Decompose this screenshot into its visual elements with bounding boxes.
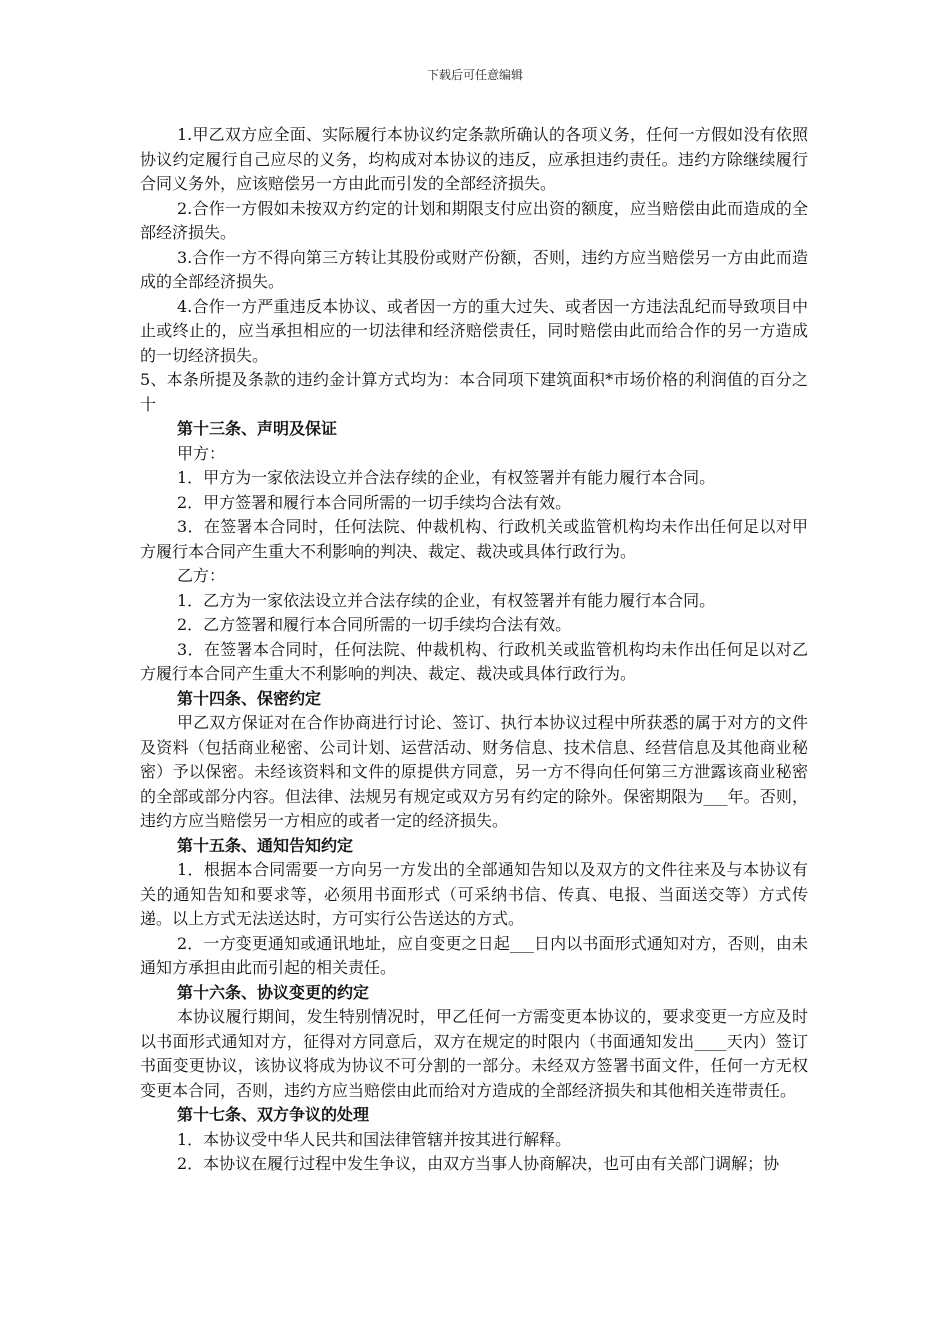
paragraph: 2．一方变更通知或通讯地址，应自变更之日起___日内以书面形式通知对方，否则，由未通知方承担由此而引起的相关责任。 [140, 933, 808, 977]
section-heading: 第十七条、双方争议的处理 [177, 1105, 370, 1124]
paragraph: 3．在签署本合同时，任何法院、仲裁机构、行政机关或监管机构均未作出任何足以对甲方履行本合同产生重大不利影响的判决、裁定、裁决或具体行政行为。 [140, 517, 808, 561]
paragraph: 乙方： [177, 566, 226, 585]
document-body [140, 123, 808, 1177]
section-heading: 第十四条、保密约定 [177, 688, 322, 708]
paragraph: 甲方： [177, 443, 226, 463]
paragraph: 1．本协议受中华人民共和国法律管辖并按其进行解释。 [177, 1129, 572, 1149]
paragraph: 4.合作一方严重违反本协议、或者因一方的重大过失、或者因一方违法乱纪而导致项目中止或终止的，应当承担相应的一切法律和经济赔偿责任，同时赔偿由此而给合作的另一方造成的一切经济损失。 [140, 296, 808, 365]
paragraph: 2．乙方签署和履行本合同所需的一切手续均合法有效。 [177, 615, 572, 634]
paragraph: 甲乙双方保证对在合作协商进行讨论、签订、执行本协议过程中所获悉的属于对方的文件及资料（包括商业秘密、公司计划、运营活动、财务信息、技术信息、经营信息及其他商业秘密）予以保密。未经该资料和文件的原提供方同意，另一方不得向任何第三方泄露该商业秘密的全部或部分内容。但法律、法规另有规定或双方另有约定的除外。保密期限为___年。否则，违约方应当赔偿另一方相应的或者一定的经济损失。 [140, 713, 808, 830]
section-heading: 第十六条、协议变更的约定 [177, 982, 370, 1002]
paragraph: 1．甲方为一家依法设立并合法存续的企业，有权签署并有能力履行本合同。 [177, 468, 716, 487]
paragraph: 3.合作一方不得向第三方转让其股份或财产份额，否则，违约方应当赔偿另一方由此而造成的全部经济损失。 [140, 247, 808, 291]
page-header: 下载后可任意编辑 [426, 68, 523, 82]
paragraph: 2．甲方签署和履行本合同所需的一切手续均合法有效。 [177, 492, 572, 512]
paragraph: 5、本条所提及条款的违约金计算方式均为：本合同项下建筑面积*市场价格的利润值的百分之十 [140, 370, 808, 414]
section-heading: 第十三条、声明及保证 [177, 419, 338, 438]
paragraph: 1.甲乙双方应全面、实际履行本协议约定条款所确认的各项义务，任何一方假如没有依照协议约定履行自己应尽的义务，均构成对本协议的违反，应承担违约责任。违约方除继续履行合同义务外，应该赔偿另一方由此而引发的全部经济损失。 [140, 125, 808, 193]
paragraph: 1．乙方为一家依法设立并合法存续的企业，有权签署并有能力履行本合同。 [177, 590, 716, 610]
paragraph: 2.合作一方假如未按双方约定的计划和期限支付应出资的额度，应当赔偿由此而造成的全部经济损失。 [140, 198, 808, 242]
paragraph: 本协议履行期间，发生特别情况时，甲乙任何一方需变更本协议的，要求变更一方应及时以书面形式通知对方，征得对方同意后，双方在规定的时限内（书面通知发出____天内）签订书面变更协议，该协议将成为协议不可分割的一部分。未经双方签署书面文件，任何一方无权变更本合同，否则，违约方应当赔偿由此而给对方造成的全部经济损失和其他相关连带责任。 [140, 1007, 808, 1100]
section-heading: 第十五条、通知告知约定 [177, 835, 354, 855]
paragraph: 3．在签署本合同时，任何法院、仲裁机构、行政机关或监管机构均未作出任何足以对乙方履行本合同产生重大不利影响的判决、裁定、裁决或具体行政行为。 [140, 639, 808, 683]
paragraph: 1．根据本合同需要一方向另一方发出的全部通知告知以及双方的文件往来及与本协议有关的通知告知和要求等，必须用书面形式（可采纳书信、传真、电报、当面送交等）方式传递。以上方式无法送达时，方可实行公告送达的方式。 [140, 860, 808, 928]
paragraph: 2．本协议在履行过程中发生争议，由双方当事人协商解决，也可由有关部门调解；协 [177, 1154, 780, 1173]
